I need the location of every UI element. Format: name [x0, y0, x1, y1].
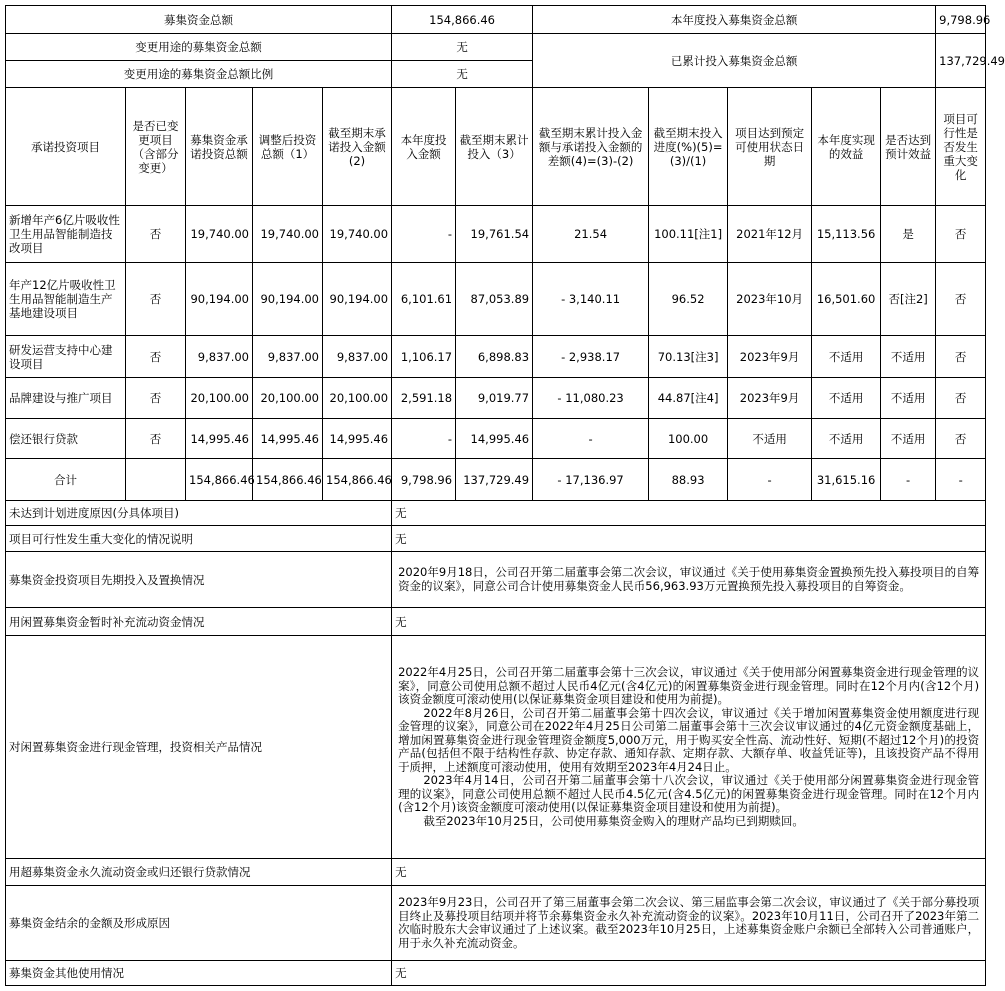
column-header: 本年度投入金额 — [392, 88, 456, 206]
cell: 6,101.61 — [392, 263, 456, 336]
changed-ratio-value: 无 — [392, 61, 533, 88]
cell: 否 — [936, 419, 986, 459]
column-header: 承诺投资项目 — [6, 88, 126, 206]
note-row — [6, 961, 986, 986]
cell: 20,100.00 — [186, 378, 253, 419]
project-name: 新增年产6亿片吸收性卫生用品智能制造技改项目 — [6, 206, 126, 263]
cell: 154,866.46 — [186, 459, 253, 501]
cell: 44.87[注4] — [649, 378, 728, 419]
cell: 9,798.96 — [392, 459, 456, 501]
note-content — [392, 636, 986, 859]
cell: 70.13[注3] — [649, 336, 728, 378]
project-name: 年产12亿片吸收性卫生用品智能制造生产基地建设项目 — [6, 263, 126, 336]
cell: 否 — [936, 336, 986, 378]
cell: 9,019.77 — [456, 378, 533, 419]
table-row — [6, 459, 986, 501]
cell: 88.93 — [649, 459, 728, 501]
column-header: 截至期末承诺投入金额(2) — [323, 88, 392, 206]
year-invested-value: 9,798.96 — [936, 6, 986, 34]
cell: 2021年12月 — [728, 206, 812, 263]
cell: 2023年9月 — [728, 378, 812, 419]
cell: - — [533, 419, 649, 459]
column-header: 本年度实现的效益 — [812, 88, 881, 206]
note-paragraph: 无 — [395, 614, 407, 629]
note-label: 用超募集资金永久流动资金或归还银行贷款情况 — [6, 859, 392, 886]
cell: 137,729.49 — [456, 459, 533, 501]
cell: - 2,938.17 — [533, 336, 649, 378]
cell: 2023年9月 — [728, 336, 812, 378]
cell: 90,194.00 — [186, 263, 253, 336]
note-label: 募集资金结余的金额及形成原因 — [6, 886, 392, 961]
cell: 否 — [126, 336, 186, 378]
note-paragraph: 无 — [395, 865, 407, 879]
cell: 90,194.00 — [253, 263, 323, 336]
note-content — [392, 526, 986, 552]
note-content — [392, 961, 986, 986]
project-name: 合计 — [6, 459, 126, 501]
cell: 9,837.00 — [186, 336, 253, 378]
table-row — [6, 419, 986, 459]
cell: 96.52 — [649, 263, 728, 336]
cell: - 11,080.23 — [533, 378, 649, 419]
cell: 14,995.46 — [186, 419, 253, 459]
cell: 否 — [936, 378, 986, 419]
cell: 2,591.18 — [392, 378, 456, 419]
cell: 2023年10月 — [728, 263, 812, 336]
note-row — [6, 886, 986, 961]
note-paragraph: 无 — [395, 966, 407, 980]
note-row — [6, 636, 986, 859]
note-paragraph: 2023年9月23日，公司召开了第三届董事会第二次会议、第三届监事会第二次会议，审议通过了《关于部分募投项目终止及募投项目结项并将节余募集资金永久补充流动资金的议案》。2023年10月11日，公司召开了2023年第二次临时股东大会审议通过了上述议案。截至2023年10月25日，上述募集资金账户余额已全部转入公司普通账户，用于永久补充流动资金。 — [398, 895, 980, 950]
cell: 31,615.16 — [812, 459, 881, 501]
note-content — [392, 859, 986, 886]
cell: 是 — [881, 206, 936, 263]
project-name: 偿还银行贷款 — [6, 419, 126, 459]
cell: 6,898.83 — [456, 336, 533, 378]
cell: 不适用 — [881, 378, 936, 419]
cell: 不适用 — [812, 378, 881, 419]
cell: 20,100.00 — [253, 378, 323, 419]
note-label: 募集资金其他使用情况 — [6, 961, 392, 986]
note-label: 项目可行性发生重大变化的情况说明 — [6, 526, 392, 552]
raised-total-label: 募集资金总额 — [6, 6, 392, 34]
cell: - — [392, 206, 456, 263]
cell: 不适用 — [881, 336, 936, 378]
cell: 14,995.46 — [323, 419, 392, 459]
cell: 否 — [126, 378, 186, 419]
column-header: 截至期末累计投入金额与承诺投入金额的差额(4)=(3)-(2) — [533, 88, 649, 206]
cell: - — [936, 459, 986, 501]
cell: 87,053.89 — [456, 263, 533, 336]
note-row — [6, 608, 986, 636]
cell: 154,866.46 — [323, 459, 392, 501]
cell: 15,113.56 — [812, 206, 881, 263]
cell: - 17,136.97 — [533, 459, 649, 501]
column-header: 是否已变更项目（含部分变更） — [126, 88, 186, 206]
cell: - 3,140.11 — [533, 263, 649, 336]
project-name: 研发运营支持中心建设项目 — [6, 336, 126, 378]
cell: - — [728, 459, 812, 501]
note-paragraph: 截至2023年10月25日，公司使用募集资金购入的理财产品均已到期赎回。 — [423, 813, 804, 828]
note-row — [6, 501, 986, 526]
cell: 100.00 — [649, 419, 728, 459]
cell: 否 — [936, 206, 986, 263]
cell: 不适用 — [812, 336, 881, 378]
cumulative-value: 137,729.49 — [936, 34, 986, 88]
cell: 9,837.00 — [253, 336, 323, 378]
cell: 19,740.00 — [186, 206, 253, 263]
cell: 否[注2] — [881, 263, 936, 336]
note-paragraph: 2022年4月25日，公司召开第二届董事会第十三次会议，审议通过《关于使用部分闲置募集资金进行现金管理的议案》，同意公司使用总额不超过人民币4亿元(含4亿元)的闲置募集资金进行现金管理。同时在12个月内(含12个月)该资金额度可滚动使用(以保证募集资金项目建设和使用为前提)。 — [398, 665, 980, 706]
cell: 14,995.46 — [253, 419, 323, 459]
cell: 90,194.00 — [323, 263, 392, 336]
cell: - — [392, 419, 456, 459]
cell: 100.11[注1] — [649, 206, 728, 263]
changed-ratio-label: 变更用途的募集资金总额比例 — [6, 61, 392, 88]
cell: 9,837.00 — [323, 336, 392, 378]
fund-usage-table — [5, 5, 1005, 986]
cell: - — [881, 459, 936, 501]
cell: 19,740.00 — [323, 206, 392, 263]
column-header: 是否达到预计效益 — [881, 88, 936, 206]
cell: 不适用 — [881, 419, 936, 459]
note-row — [6, 859, 986, 886]
cell: 16,501.60 — [812, 263, 881, 336]
table-row — [6, 206, 986, 263]
note-content — [392, 501, 986, 526]
cell: 否 — [126, 206, 186, 263]
cell: 154,866.46 — [253, 459, 323, 501]
cell: 否 — [126, 263, 186, 336]
project-name: 品牌建设与推广项目 — [6, 378, 126, 419]
cumulative-label: 已累计投入募集资金总额 — [533, 34, 936, 88]
note-paragraph: 无 — [395, 506, 407, 520]
changed-amount-value: 无 — [392, 34, 533, 61]
cell: 14,995.46 — [456, 419, 533, 459]
note-paragraph: 2020年9月18日，公司召开第二届董事会第二次会议，审议通过《关于使用募集资金置换预先投入募投项目的自筹资金的议案》，同意公司合计使用募集资金人民币56,963.93万元置换预先投入募投项目的自筹资金。 — [398, 565, 980, 593]
note-row — [6, 552, 986, 608]
changed-amount-label: 变更用途的募集资金总额 — [6, 34, 392, 61]
column-header: 调整后投资总额（1） — [253, 88, 323, 206]
cell: 21.54 — [533, 206, 649, 263]
cell: 1,106.17 — [392, 336, 456, 378]
column-header: 截至期末累计投入（3） — [456, 88, 533, 206]
column-header-row — [6, 88, 986, 206]
cell: 19,761.54 — [456, 206, 533, 263]
note-content — [392, 552, 986, 608]
table-row — [6, 378, 986, 419]
cell: 19,740.00 — [253, 206, 323, 263]
raised-total-value: 154,866.46 — [392, 6, 533, 34]
note-label: 用闲置募集资金暂时补充流动资金情况 — [6, 608, 392, 636]
cell: 不适用 — [728, 419, 812, 459]
table-row — [6, 263, 986, 336]
note-row — [6, 526, 986, 552]
cell: 否 — [126, 419, 186, 459]
column-header: 项目可行性是否发生重大变化 — [936, 88, 986, 206]
note-content — [392, 608, 986, 636]
note-paragraph: 2022年8月26日，公司召开第二届董事会第十四次会议，审议通过《关于增加闲置募集资金使用额度进行现金管理的议案》，同意公司在2022年4月25日公司第二届董事会第十三次会议审议通过的4亿元资金额度基础上，增加闲置募集资金进行现金管理资金额度5,000万元，用于购买安全性高、流动性好、短期(不超过12个月)的投资产品(包括但不限于结构性存款、协定存款、通知存款、定期存款、大额存单、收益凭证等)，且该投资产品不得用于质押，上述额度可滚动使用，使用有效期至2023年4月24日止。 — [398, 705, 980, 774]
note-content — [392, 886, 986, 961]
note-paragraph: 无 — [395, 531, 407, 546]
column-header: 项目达到预定可使用状态日期 — [728, 88, 812, 206]
cell — [126, 459, 186, 501]
note-label: 募集资金投资项目先期投入及置换情况 — [6, 552, 392, 608]
cell: 20,100.00 — [323, 378, 392, 419]
note-paragraph: 2023年4月14日，公司召开第二届董事会第十八次会议，审议通过《关于使用部分闲置募集资金进行现金管理的议案》，同意公司使用总额不超过人民币4.5亿元(含4.5亿元)的闲置募集资金进行现金管理。同时在12个月内(含12个月)该资金额度可滚动使用(以保证募集资金项目建设和使用为前提)。 — [398, 773, 980, 814]
cell: 不适用 — [812, 419, 881, 459]
note-label: 对闲置募集资金进行现金管理，投资相关产品情况 — [6, 636, 392, 859]
cell: 否 — [936, 263, 986, 336]
column-header: 募集资金承诺投资总额 — [186, 88, 253, 206]
year-invested-label: 本年度投入募集资金总额 — [533, 6, 936, 34]
table-row — [6, 336, 986, 378]
note-label: 未达到计划进度原因(分具体项目) — [6, 501, 392, 526]
column-header: 截至期末投入进度(%)(5)=(3)/(1) — [649, 88, 728, 206]
